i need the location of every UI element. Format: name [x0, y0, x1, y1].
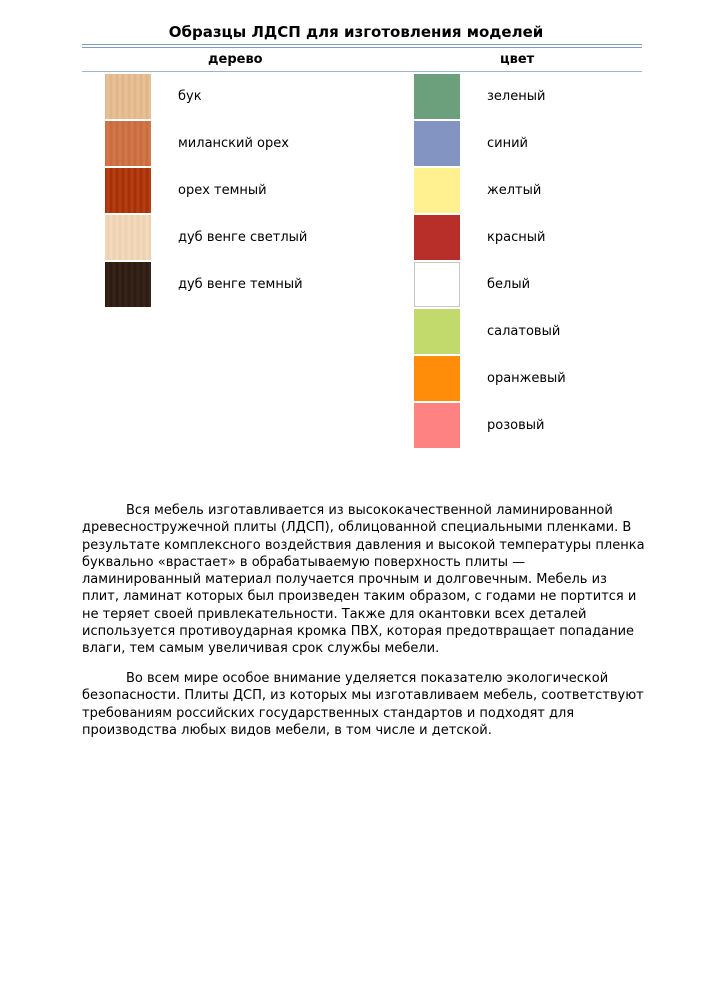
wood-sample-label: дуб венге темный — [178, 277, 303, 292]
color-swatch — [414, 74, 460, 119]
color-swatch — [414, 168, 460, 213]
wood-sample-label: дуб венге светлый — [178, 230, 308, 245]
color-swatch — [414, 215, 460, 260]
color-sample-label: синий — [487, 136, 528, 151]
column-header-color: цвет — [500, 52, 535, 67]
color-sample-label: салатовый — [487, 324, 561, 339]
color-swatch — [414, 262, 460, 307]
color-sample-label: зеленый — [487, 89, 546, 104]
paragraph-ecology: Во всем мире особое внимание уделяется показателю экологической безопасности. Плиты ДСП, из которых мы изготавливаем мебель, соответствуют требованиям российских государственных стандартов и подходят для производства любых видов мебели, в том числе и детской. — [82, 671, 644, 738]
color-swatch — [414, 309, 460, 354]
color-sample-label: красный — [487, 230, 546, 245]
column-header-wood: дерево — [208, 52, 263, 67]
color-sample-label: оранжевый — [487, 371, 566, 386]
color-sample-label: розовый — [487, 418, 545, 433]
color-swatch — [414, 356, 460, 401]
wood-swatch — [105, 168, 151, 213]
color-sample-label: белый — [487, 277, 531, 292]
paragraph-materials: Вся мебель изготавливается из высококачественной ламинированной древесностружечной плиты (ЛДСП), облицованной специальными пленками. В результате комплексного воздействия давления и высокой температуры пленка буквально «врастает» в обрабатываемую поверхность плиты — ламинированный материал получается прочным и долговечным. Мебель из плит, ламинат которых был произведен таким образом, с годами не портится и не теряет своей привлекательности. Также для окантовки всех деталей используется противоударная кромка ПВХ, которая предотвращает попадание влаги, тем самым увеличивая срок службы мебели. — [82, 503, 645, 657]
header-rule — [82, 71, 642, 72]
wood-sample-label: миланский орех — [178, 136, 289, 151]
wood-swatch — [105, 215, 151, 260]
wood-sample-label: орех темный — [178, 183, 267, 198]
color-sample-label: желтый — [487, 183, 542, 198]
wood-swatch — [105, 74, 151, 119]
color-swatch — [414, 121, 460, 166]
wood-swatch — [105, 121, 151, 166]
color-swatch — [414, 403, 460, 448]
page-title: Образцы ЛДСП для изготовления моделей — [168, 23, 544, 41]
wood-swatch — [105, 262, 151, 307]
title-rule-top — [82, 44, 642, 45]
wood-sample-label: бук — [178, 89, 202, 104]
title-rule-bottom — [82, 47, 642, 48]
